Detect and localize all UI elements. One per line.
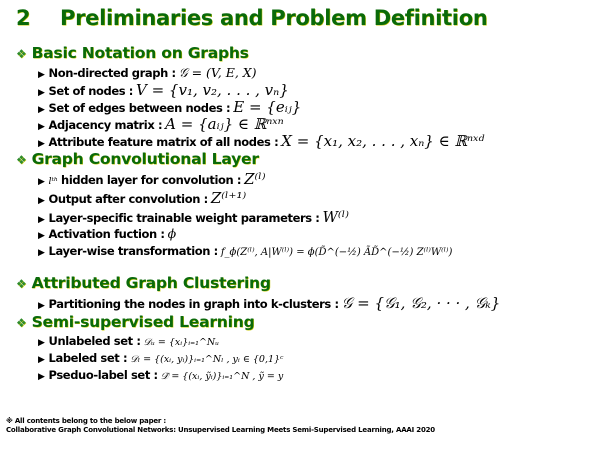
paper-citation: Collaborative Graph Convolutional Networks: Unsupervised Learning Meets Semi-Supervised Learning, AAAI 2020 [6,426,435,434]
section-heading-attributed-clustering: ❖ Attributed Graph Clustering [16,274,271,292]
triangle-bullet-icon: ▶ [38,231,45,241]
footer-citation [6,417,435,435]
list-item: ▶ Activation fuction : ϕ [38,226,177,241]
section-number: 2 [16,6,31,30]
footer-note: ※ All contents belong to the below paper : [6,417,167,425]
triangle-bullet-icon: ▶ [38,215,45,225]
triangle-bullet-icon: ▶ [38,301,45,311]
list-item: ▶ Unlabeled set : 𝒟ᵤ = {xᵢ}ᵢ₌₁^Nᵤ [38,334,220,348]
title-text: Preliminaries and Problem Definition [60,6,488,30]
list-item: ▶ Pseduo-label set : 𝒟̃ = {(xᵢ, ỹᵢ)}ᵢ₌₁^N , ỹ = y [38,368,284,382]
triangle-bullet-icon: ▶ [38,122,45,132]
triangle-bullet-icon: ▶ [38,196,45,206]
triangle-bullet-icon: ▶ [38,88,45,98]
list-item: ▶ Adjacency matrix : A = {aᵢⱼ} ∈ ℝⁿˣⁿ [38,115,284,133]
list-item: ▶ lᵗʰ hidden layer for convolution : Z⁽ˡ⁾ [38,170,266,188]
section-heading-gcn-layer: ❖ Graph Convolutional Layer [16,150,259,168]
section-heading-basic-notation: ❖ Basic Notation on Graphs [16,44,249,62]
triangle-bullet-icon: ▶ [38,139,45,149]
triangle-bullet-icon: ▶ [38,105,45,115]
list-item: ▶ Non-directed graph : 𝒢 = (V, E, X) [38,65,257,80]
diamond-bullet-icon: ❖ [16,316,27,330]
triangle-bullet-icon: ▶ [38,70,45,80]
list-item: ▶ Partitioning the nodes in graph into k-clusters : 𝒢 = {𝒢₁, 𝒢₂, · · · , 𝒢ₖ} [38,294,501,312]
triangle-bullet-icon: ▶ [38,177,45,187]
slide-title [16,6,487,30]
list-item: ▶ Layer-wise transformation : f_ϕ(Z⁽ˡ⁾, A|W⁽ˡ⁾) = ϕ(D̃^(−½) ÃD̃^(−½) Z⁽ˡ⁾W⁽ˡ⁾) [38,244,453,258]
triangle-bullet-icon: ▶ [38,338,45,348]
list-item: ▶ Output after convolution : Z⁽ˡ⁺¹⁾ [38,189,247,207]
diamond-bullet-icon: ❖ [16,153,27,167]
list-item: ▶ Set of nodes : V = {v₁, v₂, . . . , vₙ} [38,81,289,99]
triangle-bullet-icon: ▶ [38,248,45,258]
list-item: ▶ Attribute feature matrix of all nodes : X = {x₁, x₂, . . . , xₙ} ∈ ℝⁿˣᵈ [38,132,485,150]
diamond-bullet-icon: ❖ [16,47,27,61]
list-item: ▶ Set of edges between nodes : E = {eᵢⱼ} [38,98,302,116]
triangle-bullet-icon: ▶ [38,372,45,382]
list-item: ▶ Layer-specific trainable weight parameters : W⁽ˡ⁾ [38,208,349,226]
diamond-bullet-icon: ❖ [16,277,27,291]
list-item: ▶ Labeled set : 𝒟ₗ = {(xᵢ, yᵢ)}ᵢ₌₁^Nₗ , yᵢ ∈ {0,1}ᶜ [38,351,284,365]
section-heading-semi-supervised: ❖ Semi-supervised Learning [16,313,255,331]
triangle-bullet-icon: ▶ [38,355,45,365]
